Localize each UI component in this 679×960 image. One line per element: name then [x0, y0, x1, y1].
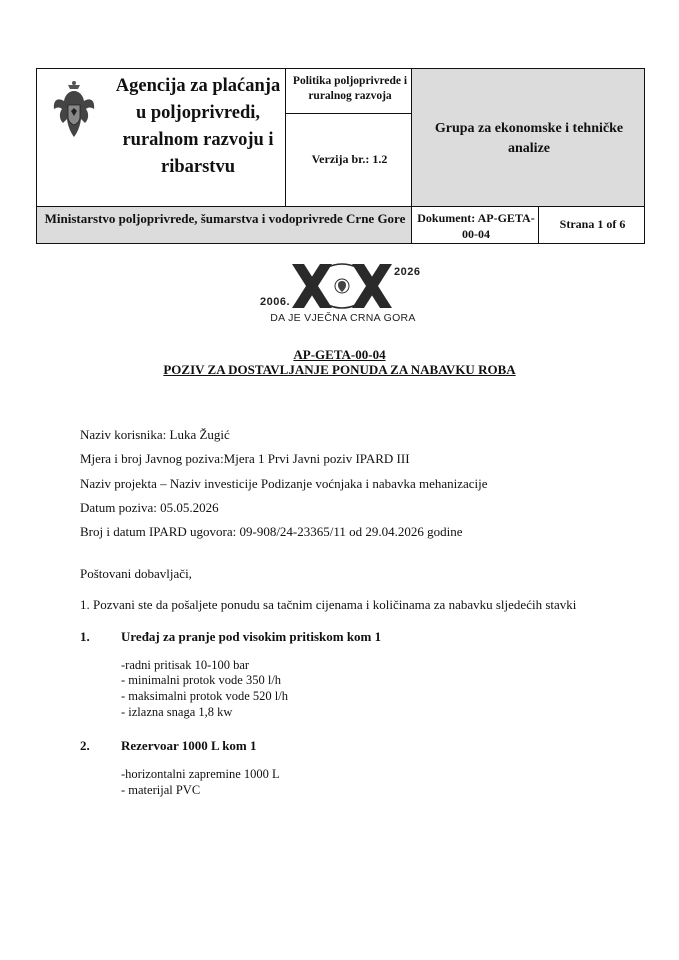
item-number: 2.	[80, 738, 90, 753]
user-name-line: Naziv korisnika: Luka Žugić	[80, 427, 230, 442]
xx-jubilee-emblem-icon	[288, 262, 396, 310]
agency-cell	[36, 68, 286, 207]
item-spec: -horizontalni zapremine 1000 L	[121, 767, 280, 781]
document-subject-title: POZIV ZA DOSTAVLJANJE PONUDA ZA NABAVKU ROBA	[163, 362, 516, 377]
document-number-cell	[411, 206, 539, 244]
intro-paragraph: 1. Pozvani ste da pošaljete ponudu sa tačnim cijenama i količinama za nabavku sljedećih stavki	[80, 597, 577, 612]
item-number: 1.	[80, 629, 90, 644]
item-title: Rezervoar 1000 L kom 1	[121, 738, 257, 753]
project-line: Naziv projekta – Naziv investicije Podizanje voćnjaka i nabavka mehanizacije	[80, 476, 488, 491]
group-cell	[411, 68, 645, 207]
measure-line: Mjera i broj Javnog poziva:Mjera 1 Prvi Javni poziv IPARD III	[80, 451, 410, 466]
contract-line: Broj i datum IPARD ugovora: 09-908/24-23365/11 od 29.04.2026 godine	[80, 524, 463, 539]
item-spec: - materijal PVC	[121, 783, 201, 797]
document-code-title: AP-GETA-00-04	[293, 347, 386, 362]
ministry-cell	[36, 206, 412, 244]
item-title: Uređaj za pranje pod visokim pritiskom kom 1	[121, 629, 382, 644]
item-spec: - izlazna snaga 1,8 kw	[121, 705, 233, 719]
policy-label: Politika poljoprivrede i ruralnog razvoja	[292, 75, 408, 102]
group-label: Grupa za ekonomske i tehničke analize	[434, 121, 624, 156]
page-number-cell	[538, 206, 645, 244]
page-number: Strana 1 of 6	[559, 217, 626, 231]
ministry-label: Ministarstvo poljoprivrede, šumarstva i vodoprivrede Crne Gore	[44, 211, 406, 226]
version-cell	[285, 113, 412, 207]
item-spec: -radni pritisak 10-100 bar	[121, 658, 250, 672]
document-header	[36, 68, 645, 244]
document-number: Dokument: AP-GETA-00-04	[417, 211, 535, 241]
item-spec: - maksimalni protok vode 520 l/h	[121, 689, 288, 703]
jubilee-year-start: 2006.	[260, 296, 291, 308]
date-line: Datum poziva: 05.05.2026	[80, 500, 219, 515]
jubilee-motto: DA JE VJEČNA CRNA GORA	[270, 312, 416, 324]
agency-name: Agencija za plaćanja u poljoprivredi, ruralnom razvoju i ribarstvu	[115, 76, 281, 177]
greeting: Poštovani dobavljači,	[80, 566, 192, 581]
version-label: Verzija br.: 1.2	[311, 152, 388, 166]
item-spec: - minimalni protok vode 350 l/h	[121, 673, 282, 687]
montenegro-coat-of-arms-icon	[51, 79, 97, 139]
jubilee-logo	[258, 262, 428, 328]
jubilee-year-end: 2026	[394, 266, 421, 278]
policy-cell	[285, 68, 412, 114]
